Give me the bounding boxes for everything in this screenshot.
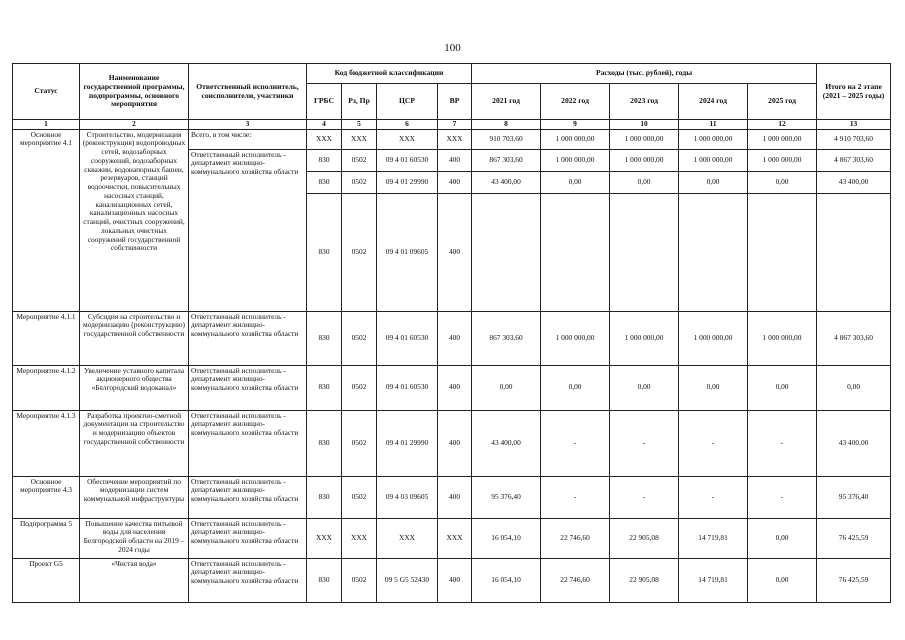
cell-2025: 1 000 000,00	[748, 129, 817, 149]
cell-2024: -	[679, 476, 748, 518]
table-row	[13, 558, 891, 602]
cell-2024: 0,00	[679, 171, 748, 193]
cell-csr: 09 4 01 29990	[377, 410, 438, 476]
cell-grbs: 830	[307, 193, 342, 311]
cell-2025: 0,00	[748, 558, 817, 602]
row-status: Подпрограмма 5	[13, 518, 80, 558]
column-number: 3	[189, 120, 307, 130]
header-name: Наименование государственной программы, подпрограммы, основного мероприятия	[80, 64, 189, 120]
cell-csr: 09 4 01 29990	[377, 171, 438, 193]
table-row	[13, 365, 891, 410]
table-row	[13, 410, 891, 476]
cell-vr: 400	[438, 171, 472, 193]
cell-2021: 867 303,60	[472, 311, 541, 365]
cell-rz-pr: 0502	[342, 311, 377, 365]
cell-vr: 400	[438, 149, 472, 171]
column-number-row	[13, 120, 891, 130]
row-name: Строительство, модернизация (реконструкция) водопроводных сетей, водозаборных сооружений, водозаборных скважин, водонапорных башен, резервуаров, станций водоочистки, повысительных насосных станций, канализационных сетей, канализационных насосных станций, очистных сооружений, локальных очистных сооружений государственной собственности	[80, 129, 189, 311]
cell-2022: 0,00	[541, 365, 610, 410]
cell-vr: 400	[438, 410, 472, 476]
cell-total: 95 376,40	[817, 476, 891, 518]
column-number: 13	[817, 120, 891, 130]
cell-vr: 400	[438, 476, 472, 518]
cell-2022	[541, 193, 610, 311]
cell-2022: 22 746,60	[541, 558, 610, 602]
cell-2024: 14 719,81	[679, 518, 748, 558]
cell-vr: 400	[438, 558, 472, 602]
cell-2023: -	[610, 410, 679, 476]
row-name: Увеличение уставного капитала акционерного общества «Белгородский водоканал»	[80, 365, 189, 410]
row-status: Проект G5	[13, 558, 80, 602]
cell-2022: 1 000 000,00	[541, 311, 610, 365]
cell-2025	[748, 193, 817, 311]
cell-rz-pr: 0502	[342, 476, 377, 518]
row-status: Мероприятие 4.1.3	[13, 410, 80, 476]
cell-total: 4 910 703,60	[817, 129, 891, 149]
cell-rz-pr: 0502	[342, 558, 377, 602]
cell-2023: 1 000 000,00	[610, 129, 679, 149]
cell-rz-pr: 0502	[342, 365, 377, 410]
cell-grbs: 830	[307, 476, 342, 518]
cell-total: 4 867 303,60	[817, 311, 891, 365]
cell-2024: 1 000 000,00	[679, 311, 748, 365]
header-responsible: Ответственный исполнитель, соисполнители, участники	[189, 64, 307, 120]
cell-grbs: 830	[307, 311, 342, 365]
cell-2023: 1 000 000,00	[610, 149, 679, 171]
header-year-2023: 2023 год	[610, 84, 679, 120]
cell-csr: XXX	[377, 129, 438, 149]
budget-table	[12, 63, 891, 603]
cell-vr: XXX	[438, 129, 472, 149]
cell-vr: XXX	[438, 518, 472, 558]
cell-2022: 1 000 000,00	[541, 129, 610, 149]
cell-total: 4 867 303,60	[817, 149, 891, 171]
cell-2025: 1 000 000,00	[748, 311, 817, 365]
cell-total: 43 400,00	[817, 410, 891, 476]
cell-2021: 910 703,60	[472, 129, 541, 149]
cell-2022: -	[541, 476, 610, 518]
cell-csr: 09 4 01 60530	[377, 149, 438, 171]
cell-2023: 0,00	[610, 365, 679, 410]
table-row	[13, 311, 891, 365]
cell-grbs: XXX	[307, 518, 342, 558]
header-year-2025: 2025 год	[748, 84, 817, 120]
cell-2024: 1 000 000,00	[679, 149, 748, 171]
cell-csr: 09 4 03 09605	[377, 476, 438, 518]
cell-csr: 09 5 G5 52430	[377, 558, 438, 602]
column-number: 4	[307, 120, 342, 130]
cell-grbs: 830	[307, 558, 342, 602]
header-expenses-group: Расходы (тыс. рублей), годы	[472, 64, 817, 84]
cell-2025: 0,00	[748, 365, 817, 410]
cell-2024: -	[679, 410, 748, 476]
cell-2021: 867 303,60	[472, 149, 541, 171]
header-grbs: ГРБС	[307, 84, 342, 120]
cell-grbs: 830	[307, 171, 342, 193]
row-name: Разработка проектно-сметной документации на строительство и модернизацию объектов государственной собственности	[80, 410, 189, 476]
cell-2025: 1 000 000,00	[748, 149, 817, 171]
cell-grbs: 830	[307, 365, 342, 410]
cell-2025: 0,00	[748, 518, 817, 558]
cell-2025: 0,00	[748, 171, 817, 193]
cell-vr: 400	[438, 193, 472, 311]
cell-2021: 43 400,00	[472, 171, 541, 193]
row-name: Обеспечение мероприятий по модернизации систем коммунальной инфраструктуры	[80, 476, 189, 518]
row-responsible: Ответственный исполнитель - департамент жилищно-коммунального хозяйства области	[189, 558, 307, 602]
row-responsible: Ответственный исполнитель - департамент жилищно-коммунального хозяйства области	[189, 410, 307, 476]
row-responsible: Ответственный исполнитель - департамент жилищно-коммунального хозяйства области	[189, 365, 307, 410]
cell-rz-pr: 0502	[342, 193, 377, 311]
cell-2024	[679, 193, 748, 311]
row-responsible: Ответственный исполнитель - департамент жилищно-коммунального хозяйства области	[189, 311, 307, 365]
header-status: Статус	[13, 64, 80, 120]
header-total: Итого на 2 этапе (2021 – 2025 годы)	[817, 64, 891, 120]
cell-2022: -	[541, 410, 610, 476]
cell-2023: 22 905,08	[610, 518, 679, 558]
cell-csr: XXX	[377, 518, 438, 558]
table-row	[13, 476, 891, 518]
column-number: 5	[342, 120, 377, 130]
cell-grbs: 830	[307, 149, 342, 171]
cell-rz-pr: XXX	[342, 129, 377, 149]
header-year-2021: 2021 год	[472, 84, 541, 120]
row-responsible: Ответственный исполнитель - департамент жилищно-коммунального хозяйства области	[189, 518, 307, 558]
row-name: Повышение качества питьевой воды для населения Белгородской области на 2019 – 2024 годы	[80, 518, 189, 558]
row-status: Мероприятие 4.1.2	[13, 365, 80, 410]
cell-2021: 0,00	[472, 365, 541, 410]
cell-vr: 400	[438, 311, 472, 365]
column-number: 12	[748, 120, 817, 130]
cell-rz-pr: 0502	[342, 149, 377, 171]
cell-2021	[472, 193, 541, 311]
cell-2022: 22 746,60	[541, 518, 610, 558]
cell-2023: 1 000 000,00	[610, 311, 679, 365]
column-number: 7	[438, 120, 472, 130]
header-budget-code-group: Код бюджетной классификации	[307, 64, 472, 84]
row-status: Основное мероприятие 4.3	[13, 476, 80, 518]
table-row	[13, 518, 891, 558]
row-responsible: Ответственный исполнитель - департамент жилищно-коммунального хозяйства области	[189, 149, 307, 311]
cell-csr: 09 4 01 60530	[377, 311, 438, 365]
cell-2023: -	[610, 476, 679, 518]
column-number: 10	[610, 120, 679, 130]
cell-total: 0,00	[817, 365, 891, 410]
header-csr: ЦСР	[377, 84, 438, 120]
column-number: 8	[472, 120, 541, 130]
cell-csr: 09 4 01 09605	[377, 193, 438, 311]
cell-2022: 1 000 000,00	[541, 149, 610, 171]
row-responsible: Ответственный исполнитель - департамент жилищно-коммунального хозяйства области	[189, 476, 307, 518]
column-number: 1	[13, 120, 80, 130]
cell-2022: 0,00	[541, 171, 610, 193]
header-vr: ВР	[438, 84, 472, 120]
cell-2025: -	[748, 410, 817, 476]
cell-csr: 09 4 01 60530	[377, 365, 438, 410]
cell-2021: 95 376,40	[472, 476, 541, 518]
column-number: 11	[679, 120, 748, 130]
column-number: 9	[541, 120, 610, 130]
row-responsible: Всего, в том числе:	[189, 129, 307, 149]
cell-2021: 16 054,10	[472, 558, 541, 602]
row-name: Субсидия на строительство и модернизацию (реконструкцию) государственной собственности	[80, 311, 189, 365]
cell-rz-pr: XXX	[342, 518, 377, 558]
cell-rz-pr: 0502	[342, 410, 377, 476]
cell-total: 76 425,59	[817, 558, 891, 602]
cell-2024: 0,00	[679, 365, 748, 410]
cell-2023: 22 905,08	[610, 558, 679, 602]
row-name: «Чистая вода»	[80, 558, 189, 602]
row-status: Мероприятие 4.1.1	[13, 311, 80, 365]
cell-rz-pr: 0502	[342, 171, 377, 193]
cell-2023: 0,00	[610, 171, 679, 193]
cell-2021: 43 400,00	[472, 410, 541, 476]
column-number: 2	[80, 120, 189, 130]
cell-2024: 1 000 000,00	[679, 129, 748, 149]
header-rz-pr: Рз, Пр	[342, 84, 377, 120]
table-row	[13, 129, 891, 149]
cell-total: 76 425,59	[817, 518, 891, 558]
header-year-2022: 2022 год	[541, 84, 610, 120]
page-number: 100	[444, 42, 461, 54]
header-year-2024: 2024 год	[679, 84, 748, 120]
column-number: 6	[377, 120, 438, 130]
cell-2024: 14 719,81	[679, 558, 748, 602]
cell-2025: -	[748, 476, 817, 518]
cell-grbs: 830	[307, 410, 342, 476]
cell-2023	[610, 193, 679, 311]
cell-total	[817, 193, 891, 311]
cell-2021: 16 054,10	[472, 518, 541, 558]
cell-total: 43 400,00	[817, 171, 891, 193]
row-status: Основное мероприятие 4.1	[13, 129, 80, 311]
cell-grbs: XXX	[307, 129, 342, 149]
cell-vr: 400	[438, 365, 472, 410]
